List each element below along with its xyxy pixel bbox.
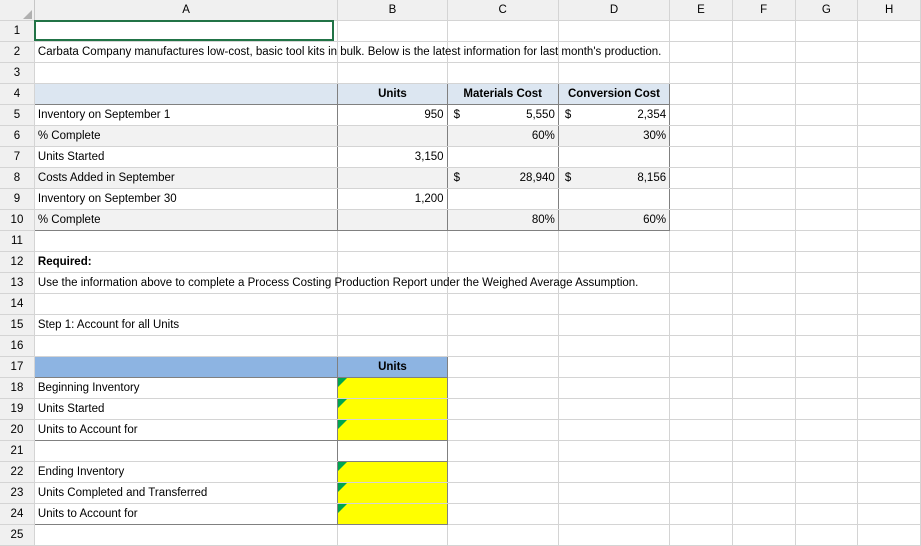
table-row[interactable] <box>0 146 921 167</box>
cell-b7[interactable] <box>338 146 447 167</box>
row-header-25[interactable]: 25 <box>0 524 34 545</box>
cell-h7[interactable] <box>858 146 921 167</box>
cell-c18[interactable] <box>447 377 558 398</box>
table-row[interactable] <box>0 398 921 419</box>
cell-h15[interactable] <box>858 314 921 335</box>
cell-c23[interactable] <box>447 482 558 503</box>
cell-d17[interactable] <box>558 356 669 377</box>
label-units-completed-transferred: Units Completed and Transferred <box>37 486 208 499</box>
cell-g18[interactable] <box>795 377 858 398</box>
header-materials-cost: Materials Cost <box>463 87 543 100</box>
cell-c6[interactable] <box>447 125 558 146</box>
cell-g2[interactable] <box>795 41 858 62</box>
row-header-13[interactable]: 13 <box>0 272 34 293</box>
cell-d24[interactable] <box>558 503 669 524</box>
column-header-d[interactable]: D <box>558 0 669 20</box>
value-ending-units: 1,200 <box>414 192 444 205</box>
cell-a2[interactable] <box>34 41 662 62</box>
table-row[interactable] <box>0 419 921 440</box>
cell-g24[interactable] <box>795 503 858 524</box>
cell-f21[interactable] <box>732 440 795 461</box>
cell-b5[interactable] <box>338 104 447 125</box>
cell-g3[interactable] <box>795 62 858 83</box>
cell-e7[interactable] <box>670 146 733 167</box>
cell-e14[interactable] <box>670 293 733 314</box>
input-units-completed-transferred[interactable] <box>338 482 447 503</box>
cell-g16[interactable] <box>795 335 858 356</box>
row-header-17[interactable]: 17 <box>0 356 34 377</box>
cell-d22[interactable] <box>558 461 669 482</box>
cell-b6[interactable] <box>338 125 447 146</box>
table-row[interactable] <box>0 461 921 482</box>
cell-a16[interactable] <box>34 335 337 356</box>
cell-b11[interactable] <box>338 230 447 251</box>
header-conversion-cost: Conversion Cost <box>567 87 660 100</box>
cell-f10[interactable] <box>732 209 795 230</box>
cell-d9[interactable] <box>558 188 669 209</box>
cell-c10[interactable] <box>447 209 558 230</box>
select-all-triangle-icon <box>23 10 32 19</box>
cell-e18[interactable] <box>670 377 733 398</box>
label-units-started-step1: Units Started <box>37 402 105 415</box>
cell-h16[interactable] <box>858 335 921 356</box>
cell-d23[interactable] <box>558 482 669 503</box>
cell-h25[interactable] <box>858 524 921 545</box>
cell-c19[interactable] <box>447 398 558 419</box>
cell-g15[interactable] <box>795 314 858 335</box>
cell-g8[interactable] <box>795 167 858 188</box>
value-end-materials-pct: 80% <box>531 213 555 226</box>
cell-d1[interactable] <box>558 20 669 41</box>
cell-d16[interactable] <box>558 335 669 356</box>
cell-a12[interactable] <box>34 251 337 272</box>
cell-b10[interactable] <box>338 209 447 230</box>
cell-g6[interactable] <box>795 125 858 146</box>
cell-e5[interactable] <box>670 104 733 125</box>
cell-g14[interactable] <box>795 293 858 314</box>
cell-h21[interactable] <box>858 440 921 461</box>
header-units: Units <box>378 87 407 100</box>
cell-h13[interactable] <box>858 272 921 293</box>
cell-b4[interactable] <box>338 83 447 104</box>
table-row[interactable] <box>0 356 921 377</box>
column-header-e[interactable]: E <box>670 0 733 20</box>
cell-a17[interactable] <box>34 356 337 377</box>
table-row[interactable] <box>0 482 921 503</box>
cell-e10[interactable] <box>670 209 733 230</box>
row-header-11[interactable]: 11 <box>0 230 34 251</box>
cell-b17[interactable] <box>338 356 447 377</box>
cell-h10[interactable] <box>858 209 921 230</box>
cell-g21[interactable] <box>795 440 858 461</box>
cell-e3[interactable] <box>670 62 733 83</box>
cell-c24[interactable] <box>447 503 558 524</box>
cell-c5[interactable] <box>447 104 558 125</box>
cell-g10[interactable] <box>795 209 858 230</box>
cell-c11[interactable] <box>447 230 558 251</box>
cell-h11[interactable] <box>858 230 921 251</box>
cell-c17[interactable] <box>447 356 558 377</box>
cell-b1[interactable] <box>338 20 447 41</box>
cell-f4[interactable] <box>732 83 795 104</box>
cell-f24[interactable] <box>732 503 795 524</box>
label-costs-added: Costs Added in September <box>37 171 175 184</box>
row-header-7[interactable]: 7 <box>0 146 34 167</box>
currency-symbol: $ <box>564 108 572 121</box>
value-beginning-conversion: 2,354 <box>637 108 667 121</box>
cell-c4[interactable] <box>447 83 558 104</box>
cell-a23[interactable] <box>34 482 337 503</box>
label-percent-complete-begin: % Complete <box>37 129 101 142</box>
cell-c14[interactable] <box>447 293 558 314</box>
cell-a21[interactable] <box>34 440 337 461</box>
cell-b9[interactable] <box>338 188 447 209</box>
label-required: Required: <box>37 255 92 268</box>
label-units-to-account-for-1: Units to Account for <box>37 423 138 436</box>
cell-a14[interactable] <box>34 293 337 314</box>
cell-a5[interactable] <box>34 104 337 125</box>
row-header-16[interactable]: 16 <box>0 335 34 356</box>
input-units-to-account-for-2[interactable] <box>338 503 447 524</box>
cell-e16[interactable] <box>670 335 733 356</box>
cell-a4[interactable] <box>34 83 337 104</box>
cell-a18[interactable] <box>34 377 337 398</box>
table-row[interactable] <box>0 524 921 545</box>
cell-g5[interactable] <box>795 104 858 125</box>
cell-e25[interactable] <box>670 524 733 545</box>
row-header-22[interactable]: 22 <box>0 461 34 482</box>
cell-a24[interactable] <box>34 503 337 524</box>
cell-g13[interactable] <box>795 272 858 293</box>
cell-f14[interactable] <box>732 293 795 314</box>
value-begin-conversion-pct: 30% <box>643 129 667 142</box>
cell-e20[interactable] <box>670 419 733 440</box>
cell-f9[interactable] <box>732 188 795 209</box>
cell-h18[interactable] <box>858 377 921 398</box>
cell-f23[interactable] <box>732 482 795 503</box>
row-header-12[interactable]: 12 <box>0 251 34 272</box>
column-header-h[interactable]: H <box>858 0 921 20</box>
cell-g4[interactable] <box>795 83 858 104</box>
column-header-a[interactable]: A <box>34 0 337 20</box>
row-header-6[interactable]: 6 <box>0 125 34 146</box>
cell-c9[interactable] <box>447 188 558 209</box>
cell-e6[interactable] <box>670 125 733 146</box>
label-inventory-sept-1: Inventory on September 1 <box>37 108 171 121</box>
table-row[interactable] <box>0 251 921 272</box>
cell-g9[interactable] <box>795 188 858 209</box>
table-row[interactable] <box>0 272 921 293</box>
row-header-8[interactable]: 8 <box>0 167 34 188</box>
cell-e11[interactable] <box>670 230 733 251</box>
cell-f7[interactable] <box>732 146 795 167</box>
row-header-19[interactable]: 19 <box>0 398 34 419</box>
cell-h9[interactable] <box>858 188 921 209</box>
table-row[interactable] <box>0 335 921 356</box>
row-header-2[interactable]: 2 <box>0 41 34 62</box>
cell-a3[interactable] <box>34 62 337 83</box>
row-header-23[interactable]: 23 <box>0 482 34 503</box>
cell-h23[interactable] <box>858 482 921 503</box>
currency-symbol: $ <box>453 108 460 121</box>
value-beginning-materials: 5,550 <box>526 108 555 121</box>
cell-b16[interactable] <box>338 335 447 356</box>
cell-g12[interactable] <box>795 251 858 272</box>
cell-g20[interactable] <box>795 419 858 440</box>
cell-c1[interactable] <box>447 20 558 41</box>
cell-d6[interactable] <box>558 125 669 146</box>
cell-e23[interactable] <box>670 482 733 503</box>
cell-g17[interactable] <box>795 356 858 377</box>
cell-h2[interactable] <box>858 41 921 62</box>
row-header-20[interactable]: 20 <box>0 419 34 440</box>
cell-b8[interactable] <box>338 167 447 188</box>
cell-h17[interactable] <box>858 356 921 377</box>
column-header-b[interactable]: B <box>338 0 447 20</box>
cell-d3[interactable] <box>558 62 669 83</box>
cell-d5[interactable] <box>558 104 669 125</box>
cell-d18[interactable] <box>558 377 669 398</box>
cell-a22[interactable] <box>34 461 337 482</box>
cell-a13[interactable] <box>34 272 639 293</box>
instruction-text: Use the information above to complete a Process Costing Production Report under the Weighed Average Assumption. <box>37 276 639 289</box>
value-added-materials: 28,940 <box>519 171 555 184</box>
cell-f1[interactable] <box>732 20 795 41</box>
cell-a19[interactable] <box>34 398 337 419</box>
row-header-24[interactable]: 24 <box>0 503 34 524</box>
cell-g23[interactable] <box>795 482 858 503</box>
table-row[interactable] <box>0 440 921 461</box>
row-header-18[interactable]: 18 <box>0 377 34 398</box>
cell-a10[interactable] <box>34 209 337 230</box>
cell-h14[interactable] <box>858 293 921 314</box>
cell-h12[interactable] <box>858 251 921 272</box>
cell-h5[interactable] <box>858 104 921 125</box>
cell-c20[interactable] <box>447 419 558 440</box>
select-all-corner[interactable] <box>0 0 34 20</box>
cell-b14[interactable] <box>338 293 447 314</box>
table-row[interactable] <box>0 83 921 104</box>
cell-h20[interactable] <box>858 419 921 440</box>
cell-d25[interactable] <box>558 524 669 545</box>
currency-symbol: $ <box>564 171 572 184</box>
currency-symbol: $ <box>453 171 460 184</box>
input-beginning-inventory[interactable] <box>338 377 447 398</box>
cell-c7[interactable] <box>447 146 558 167</box>
cell-a9[interactable] <box>34 188 337 209</box>
table-row[interactable] <box>0 167 921 188</box>
cell-d21[interactable] <box>558 440 669 461</box>
table-row[interactable] <box>0 293 921 314</box>
cell-f8[interactable] <box>732 167 795 188</box>
cell-a8[interactable] <box>34 167 337 188</box>
table-row[interactable] <box>0 314 921 335</box>
cell-h19[interactable] <box>858 398 921 419</box>
cell-g1[interactable] <box>795 20 858 41</box>
label-beginning-inventory: Beginning Inventory <box>37 381 140 394</box>
label-percent-complete-end: % Complete <box>37 213 101 226</box>
cell-c16[interactable] <box>447 335 558 356</box>
cell-f11[interactable] <box>732 230 795 251</box>
cell-f16[interactable] <box>732 335 795 356</box>
intro-text: Carbata Company manufactures low-cost, basic tool kits in bulk. Below is the latest information for last month's production. <box>37 45 662 58</box>
column-header-f[interactable]: F <box>732 0 795 20</box>
cell-d7[interactable] <box>558 146 669 167</box>
cell-b21[interactable] <box>338 440 447 461</box>
cell-c25[interactable] <box>447 524 558 545</box>
table-row[interactable] <box>0 125 921 146</box>
cell-h8[interactable] <box>858 167 921 188</box>
table-row[interactable] <box>0 20 921 41</box>
row-header-5[interactable]: 5 <box>0 104 34 125</box>
cell-h22[interactable] <box>858 461 921 482</box>
cell-b3[interactable] <box>338 62 447 83</box>
table-row[interactable] <box>0 230 921 251</box>
input-ending-inventory[interactable] <box>338 461 447 482</box>
cell-e1[interactable] <box>670 20 733 41</box>
cell-h1[interactable] <box>858 20 921 41</box>
header-units-step1: Units <box>378 360 407 373</box>
cell-a15[interactable] <box>34 314 337 335</box>
table-row[interactable] <box>0 104 921 125</box>
cell-g19[interactable] <box>795 398 858 419</box>
cell-f18[interactable] <box>732 377 795 398</box>
cell-d20[interactable] <box>558 419 669 440</box>
cell-f17[interactable] <box>732 356 795 377</box>
cell-c3[interactable] <box>447 62 558 83</box>
cell-a25[interactable] <box>34 524 337 545</box>
row-header-4[interactable]: 4 <box>0 83 34 104</box>
row-header-14[interactable]: 14 <box>0 293 34 314</box>
cell-d8[interactable] <box>558 167 669 188</box>
cell-h24[interactable] <box>858 503 921 524</box>
cell-e19[interactable] <box>670 398 733 419</box>
cell-g22[interactable] <box>795 461 858 482</box>
row-header-15[interactable]: 15 <box>0 314 34 335</box>
cell-e4[interactable] <box>670 83 733 104</box>
input-units-to-account-for-1[interactable] <box>338 419 447 440</box>
table-row[interactable] <box>0 209 921 230</box>
table-row[interactable] <box>0 503 921 524</box>
cell-d4[interactable] <box>558 83 669 104</box>
row-header-3[interactable]: 3 <box>0 62 34 83</box>
cell-c8[interactable] <box>447 167 558 188</box>
value-units-started: 3,150 <box>414 150 444 163</box>
cell-c22[interactable] <box>447 461 558 482</box>
cell-a6[interactable] <box>34 125 337 146</box>
cell-f19[interactable] <box>732 398 795 419</box>
label-inventory-sept-30: Inventory on September 30 <box>37 192 177 205</box>
cell-c21[interactable] <box>447 440 558 461</box>
value-added-conversion: 8,156 <box>637 171 667 184</box>
row-header-21[interactable]: 21 <box>0 440 34 461</box>
cell-b25[interactable] <box>338 524 447 545</box>
row-header-1[interactable]: 1 <box>0 20 34 41</box>
column-header-g[interactable]: G <box>795 0 858 20</box>
cell-g7[interactable] <box>795 146 858 167</box>
cell-e9[interactable] <box>670 188 733 209</box>
value-beginning-units: 950 <box>424 108 444 121</box>
cell-e8[interactable] <box>670 167 733 188</box>
row-header-10[interactable]: 10 <box>0 209 34 230</box>
cell-a1[interactable] <box>34 20 337 41</box>
column-header-row[interactable] <box>0 0 921 20</box>
cell-f5[interactable] <box>732 104 795 125</box>
input-units-started[interactable] <box>338 398 447 419</box>
label-ending-inventory: Ending Inventory <box>37 465 125 478</box>
cell-a7[interactable] <box>34 146 337 167</box>
cell-e22[interactable] <box>670 461 733 482</box>
cell-f25[interactable] <box>732 524 795 545</box>
cell-g11[interactable] <box>795 230 858 251</box>
cell-f6[interactable] <box>732 125 795 146</box>
table-row[interactable] <box>0 188 921 209</box>
value-end-conversion-pct: 60% <box>643 213 667 226</box>
cell-g25[interactable] <box>795 524 858 545</box>
cell-a11[interactable] <box>34 230 337 251</box>
cell-d14[interactable] <box>558 293 669 314</box>
value-begin-materials-pct: 60% <box>531 129 555 142</box>
cell-f20[interactable] <box>732 419 795 440</box>
label-step-1: Step 1: Account for all Units <box>37 318 180 331</box>
table-row[interactable] <box>0 62 921 83</box>
row-header-9[interactable]: 9 <box>0 188 34 209</box>
cell-f22[interactable] <box>732 461 795 482</box>
cell-d10[interactable] <box>558 209 669 230</box>
cell-h6[interactable] <box>858 125 921 146</box>
cell-d11[interactable] <box>558 230 669 251</box>
cell-e21[interactable] <box>670 440 733 461</box>
label-units-started: Units Started <box>37 150 105 163</box>
table-row[interactable] <box>0 377 921 398</box>
label-units-to-account-for-2: Units to Account for <box>37 507 138 520</box>
cell-f3[interactable] <box>732 62 795 83</box>
cell-h3[interactable] <box>858 62 921 83</box>
cell-a20[interactable] <box>34 419 337 440</box>
column-header-c[interactable]: C <box>447 0 558 20</box>
cell-d19[interactable] <box>558 398 669 419</box>
cell-e24[interactable] <box>670 503 733 524</box>
cell-h4[interactable] <box>858 83 921 104</box>
cell-e17[interactable] <box>670 356 733 377</box>
table-row[interactable] <box>0 41 921 62</box>
